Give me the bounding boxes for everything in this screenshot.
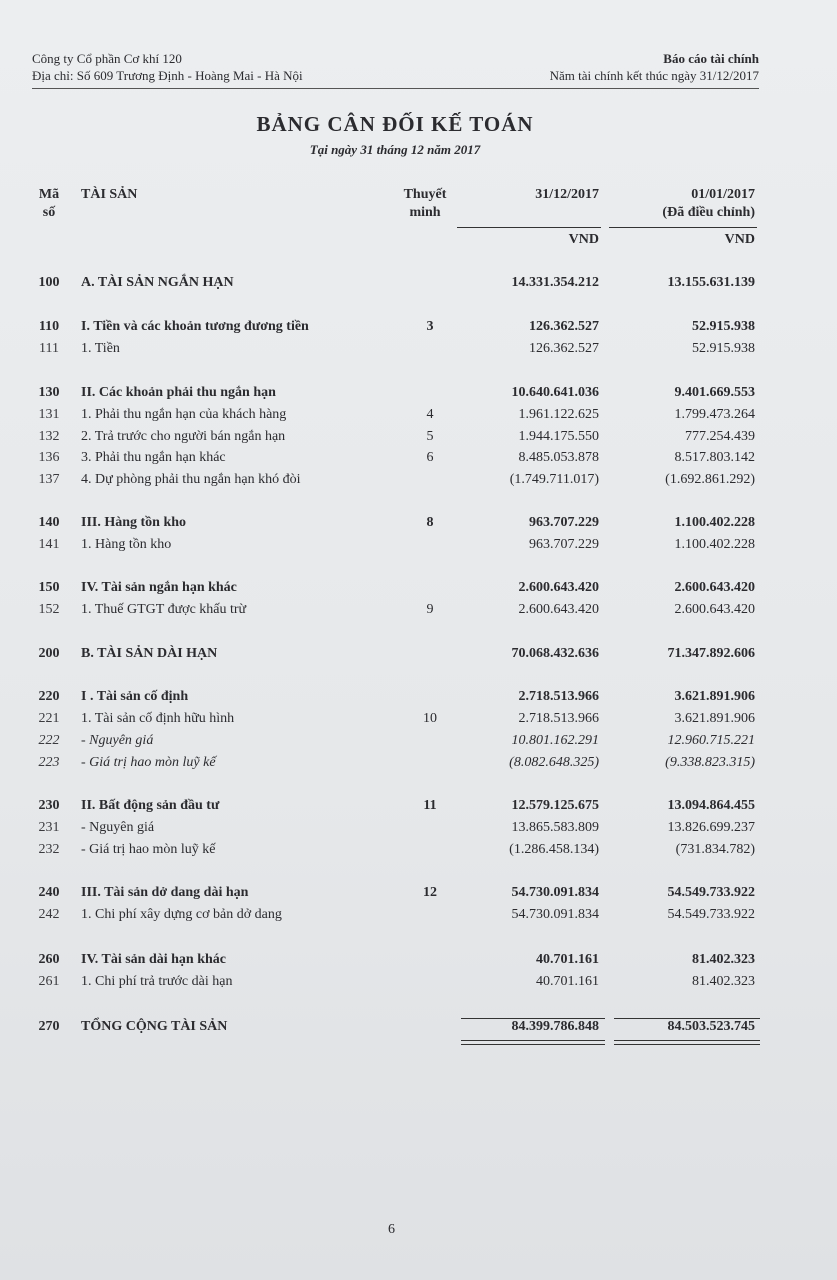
table-row xyxy=(0,709,837,729)
row-code: 141 xyxy=(38,537,60,552)
col-2016-header xyxy=(662,186,755,222)
row-value-2017: 10.640.641.036 xyxy=(511,385,599,400)
table-row xyxy=(0,273,837,293)
row-value-2017: 10.801.162.291 xyxy=(511,733,599,748)
row-value-2016: 1.799.473.264 xyxy=(674,407,755,422)
row-value-2016: 81.402.323 xyxy=(692,952,755,967)
page-subtitle: Tại ngày 31 tháng 12 năm 2017 xyxy=(309,142,481,157)
table-row xyxy=(0,535,837,555)
row-name: IV. Tài sản ngắn hạn khác xyxy=(81,580,237,595)
table-row xyxy=(0,339,837,359)
row-name: 1. Tiền xyxy=(81,341,120,356)
table-row xyxy=(0,818,837,838)
table-row xyxy=(0,470,837,490)
total-top-line-2016 xyxy=(614,1018,760,1019)
row-name: TỔNG CỘNG TÀI SẢN xyxy=(81,1019,228,1034)
report-type: Báo cáo tài chính xyxy=(663,51,759,66)
table-row xyxy=(0,317,837,337)
row-value-2017: 126.362.527 xyxy=(529,319,599,334)
row-code: 220 xyxy=(38,689,60,704)
row-value-2016: 84.503.523.745 xyxy=(667,1019,755,1034)
row-name: B. TÀI SẢN DÀI HẠN xyxy=(81,646,218,661)
row-code: 242 xyxy=(38,907,60,922)
row-note: 6 xyxy=(426,450,434,465)
row-name: 1. Phải thu ngắn hạn của khách hàng xyxy=(81,407,287,422)
row-name: I . Tài sản cố định xyxy=(81,689,189,704)
row-value-2016: 54.549.733.922 xyxy=(667,885,755,900)
row-value-2016: 2.600.643.420 xyxy=(674,580,755,595)
row-value-2016: (9.338.823.315) xyxy=(665,755,755,770)
row-code: 137 xyxy=(38,472,60,487)
row-name: - Giá trị hao mòn luỹ kế xyxy=(81,755,216,770)
col-note-line2: minh xyxy=(409,205,441,220)
row-value-2016: 13.094.864.455 xyxy=(667,798,755,813)
row-value-2016: (731.834.782) xyxy=(675,842,755,857)
company-name: Công ty Cổ phần Cơ khí 120 xyxy=(32,51,182,66)
row-value-2016: 71.347.892.606 xyxy=(667,646,755,661)
row-name: 1. Chi phí xây dựng cơ bản dở dang xyxy=(81,907,282,922)
row-note: 10 xyxy=(423,711,437,726)
row-name: III. Hàng tồn kho xyxy=(81,515,187,530)
row-name: 1. Hàng tồn kho xyxy=(81,537,172,552)
total-double-underline-2017 xyxy=(461,1040,605,1045)
row-name: 4. Dự phòng phải thu ngắn hạn khó đòi xyxy=(81,472,301,487)
row-code: 200 xyxy=(38,646,60,661)
table-row xyxy=(0,644,837,664)
row-name: A. TÀI SẢN NGẮN HẠN xyxy=(81,275,234,290)
row-value-2017: 2.600.643.420 xyxy=(518,580,599,595)
row-name: II. Các khoản phải thu ngắn hạn xyxy=(81,385,276,400)
company-header xyxy=(32,50,303,84)
col-2017-header: 31/12/2017 xyxy=(535,187,599,202)
header-divider xyxy=(32,88,759,89)
row-note: 8 xyxy=(426,515,434,530)
row-name: 1. Thuế GTGT được khấu trừ xyxy=(81,602,247,617)
table-row xyxy=(0,1017,837,1037)
row-value-2017: 84.399.786.848 xyxy=(511,1019,599,1034)
col-code-header xyxy=(36,186,62,222)
row-value-2016: 777.254.439 xyxy=(685,429,755,444)
row-code: 260 xyxy=(38,952,60,967)
row-note: 4 xyxy=(426,407,434,422)
table-row xyxy=(0,578,837,598)
row-code: 130 xyxy=(38,385,60,400)
row-value-2016: (1.692.861.292) xyxy=(665,472,755,487)
row-value-2016: 81.402.323 xyxy=(692,974,755,989)
row-note: 5 xyxy=(426,429,434,444)
table-row xyxy=(0,972,837,992)
row-code: 100 xyxy=(38,275,60,290)
table-row xyxy=(0,513,837,533)
col-2016-line2: (Đã điều chỉnh) xyxy=(662,205,755,220)
col-code-line2: số xyxy=(42,205,56,220)
row-value-2016: 1.100.402.228 xyxy=(674,515,755,530)
row-value-2017: 14.331.354.212 xyxy=(511,275,599,290)
row-value-2017: 70.068.432.636 xyxy=(511,646,599,661)
table-row xyxy=(0,600,837,620)
row-name: 2. Trả trước cho người bán ngắn hạn xyxy=(81,429,286,444)
row-value-2017: 8.485.053.878 xyxy=(518,450,599,465)
row-value-2016: 52.915.938 xyxy=(692,319,755,334)
row-value-2017: 40.701.161 xyxy=(536,974,599,989)
row-code: 223 xyxy=(38,755,60,770)
row-value-2017: 54.730.091.834 xyxy=(511,885,599,900)
unit-2016: VND xyxy=(724,232,755,247)
table-row xyxy=(0,427,837,447)
row-name: I. Tiền và các khoản tương đương tiền xyxy=(81,319,309,334)
col-2016-underline xyxy=(609,227,757,228)
page-title: BẢNG CÂN ĐỐI KẾ TOÁN xyxy=(256,112,534,136)
table-row xyxy=(0,753,837,773)
row-value-2016: 12.960.715.221 xyxy=(667,733,755,748)
row-code: 222 xyxy=(38,733,60,748)
row-note: 3 xyxy=(426,319,434,334)
table-row xyxy=(0,383,837,403)
row-name: 3. Phải thu ngắn hạn khác xyxy=(81,450,226,465)
row-value-2016: 13.155.631.139 xyxy=(667,275,755,290)
row-value-2016: 3.621.891.906 xyxy=(674,711,755,726)
row-value-2016: 13.826.699.237 xyxy=(667,820,755,835)
table-row xyxy=(0,687,837,707)
row-code: 150 xyxy=(38,580,60,595)
row-value-2016: 52.915.938 xyxy=(692,341,755,356)
row-value-2017: 12.579.125.675 xyxy=(511,798,599,813)
row-value-2016: 9.401.669.553 xyxy=(674,385,755,400)
table-row xyxy=(0,883,837,903)
col-note-header xyxy=(395,186,455,222)
row-code: 232 xyxy=(38,842,60,857)
col-code-line1: Mã xyxy=(38,187,60,202)
row-code: 110 xyxy=(38,319,60,334)
row-code: 152 xyxy=(38,602,60,617)
row-name: III. Tài sản dở dang dài hạn xyxy=(81,885,249,900)
row-note: 12 xyxy=(423,885,437,900)
table-row xyxy=(0,405,837,425)
row-code: 111 xyxy=(39,341,59,356)
table-row xyxy=(0,905,837,925)
row-name: 1. Chi phí trả trước dài hạn xyxy=(81,974,233,989)
total-top-line-2017 xyxy=(461,1018,605,1019)
table-row xyxy=(0,950,837,970)
col-note-line1: Thuyết xyxy=(403,187,447,202)
row-note: 11 xyxy=(423,798,437,813)
row-code: 270 xyxy=(38,1019,60,1034)
row-code: 136 xyxy=(38,450,60,465)
row-value-2017: 54.730.091.834 xyxy=(511,907,599,922)
row-value-2017: 2.718.513.966 xyxy=(518,689,599,704)
table-row xyxy=(0,840,837,860)
company-address: Địa chỉ: Số 609 Trương Định - Hoàng Mai - Hà Nội xyxy=(32,68,303,83)
col-2017-underline xyxy=(457,227,601,228)
row-name: - Giá trị hao mòn luỹ kế xyxy=(81,842,216,857)
report-header xyxy=(550,50,759,84)
row-value-2016: 2.600.643.420 xyxy=(674,602,755,617)
row-value-2017: 1.944.175.550 xyxy=(518,429,599,444)
row-code: 261 xyxy=(38,974,60,989)
row-code: 231 xyxy=(38,820,60,835)
row-value-2017: 40.701.161 xyxy=(536,952,599,967)
col-asset-header: TÀI SẢN xyxy=(81,187,138,202)
row-code: 240 xyxy=(38,885,60,900)
fiscal-year: Năm tài chính kết thúc ngày 31/12/2017 xyxy=(549,68,759,83)
row-value-2016: 8.517.803.142 xyxy=(674,450,755,465)
table-row xyxy=(0,731,837,751)
row-value-2016: 3.621.891.906 xyxy=(674,689,755,704)
row-value-2017: 2.718.513.966 xyxy=(518,711,599,726)
unit-2017: VND xyxy=(568,232,599,247)
row-value-2017: (1.749.711.017) xyxy=(509,472,599,487)
row-code: 221 xyxy=(38,711,60,726)
row-value-2017: 963.707.229 xyxy=(529,515,599,530)
row-code: 140 xyxy=(38,515,60,530)
row-value-2017: 2.600.643.420 xyxy=(518,602,599,617)
row-code: 230 xyxy=(38,798,60,813)
table-row xyxy=(0,448,837,468)
total-double-underline-2016 xyxy=(614,1040,760,1045)
row-note: 9 xyxy=(426,602,434,617)
row-value-2017: 963.707.229 xyxy=(529,537,599,552)
page-number: 6 xyxy=(388,1222,395,1237)
row-name: IV. Tài sản dài hạn khác xyxy=(81,952,226,967)
row-value-2017: 1.961.122.625 xyxy=(518,407,599,422)
row-name: 1. Tài sản cố định hữu hình xyxy=(81,711,235,726)
row-value-2017: (8.082.648.325) xyxy=(509,755,599,770)
row-value-2016: 54.549.733.922 xyxy=(667,907,755,922)
table-row xyxy=(0,796,837,816)
col-2016-line1: 01/01/2017 xyxy=(691,187,755,202)
row-name: II. Bất động sản đầu tư xyxy=(81,798,220,813)
row-value-2017: 126.362.527 xyxy=(529,341,599,356)
row-code: 132 xyxy=(38,429,60,444)
row-name: - Nguyên giá xyxy=(81,820,155,835)
row-value-2016: 1.100.402.228 xyxy=(674,537,755,552)
row-value-2017: 13.865.583.809 xyxy=(511,820,599,835)
row-value-2017: (1.286.458.134) xyxy=(509,842,599,857)
row-code: 131 xyxy=(38,407,60,422)
row-name: - Nguyên giá xyxy=(81,733,154,748)
